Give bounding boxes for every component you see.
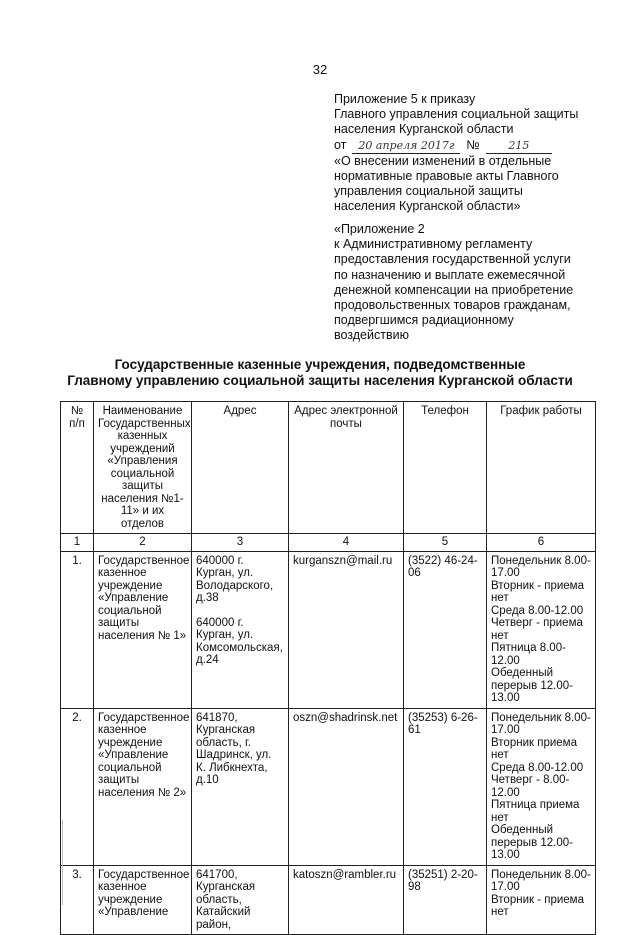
appendix-5-subject: нормативные правовые акты Главного [334, 168, 559, 183]
schedule-line: Вторник приема нет [491, 736, 577, 761]
column-number: 2 [94, 534, 192, 552]
schedule-line: Четверг - 8.00-12.00 [491, 774, 570, 799]
schedule-line: Пятница 8.00-12.00 [491, 642, 566, 667]
phone-cell: (35253) 6-26-61 [404, 708, 487, 865]
institution-name: Государственное казенное учреждение «Управление [94, 865, 192, 935]
appendix-2-line: подвергшимся радиационному [334, 313, 514, 328]
schedule-line: Обеденный перерыв 12.00-13.00 [491, 824, 573, 861]
appendix-2-line: «Приложение 2 [334, 222, 425, 236]
number-label: № [466, 137, 480, 152]
handwritten-date: 20 апреля 2017г [352, 139, 460, 154]
column-number: 3 [192, 534, 289, 552]
schedule-line: Среда 8.00-12.00 [491, 604, 584, 617]
schedule-line: Пятница приема нет [491, 799, 580, 824]
table-row [61, 865, 596, 935]
schedule-line: Понедельник 8.00-17.00 [491, 868, 591, 893]
schedule-cell [487, 708, 596, 865]
table-header-row [61, 402, 596, 534]
column-number: 4 [289, 534, 404, 552]
appendix-2-line: воздействию [334, 328, 409, 343]
column-number-row [61, 534, 596, 552]
appendix-2-line: продовольственных товаров гражданам, [334, 298, 571, 313]
phone-cell: (3522) 46-24-06 [404, 551, 487, 708]
document-title [0, 357, 640, 389]
institution-name: Государственное казенное учреждение «Управление социальной защиты населения № 2» [94, 708, 192, 865]
appendix-5-line: населения Курганской области [334, 122, 514, 137]
column-number: 1 [61, 534, 94, 552]
appendix-5-line: Главного управления социальной защиты [334, 107, 579, 122]
row-number: 2. [61, 708, 94, 865]
appendix-2-block [334, 222, 624, 344]
schedule-line: Вторник - приема нет [491, 893, 584, 918]
appendix-5-subject: управления социальной защиты [334, 184, 523, 199]
header-cell-email: Адрес электронной почты [289, 402, 404, 534]
address-cell: 641870, Курганская область, г. Шадринск, ул. К. Либкнехта, д.10 [192, 708, 289, 865]
page-number: 32 [312, 62, 328, 77]
schedule-line: Понедельник 8.00-17.00 [491, 554, 591, 579]
schedule-cell [487, 551, 596, 708]
address-line: 640000 г. Курган, ул. Володарского, д.38 [196, 554, 274, 604]
address-line: 640000 г. Курган, ул. Комсомольская, д.24 [196, 616, 283, 666]
title-line: Государственные казенные учреждения, подведомственные [114, 357, 526, 372]
appendix-2-line: по назначению и выплате ежемесячной [334, 267, 566, 282]
appendix-5-subject: «О внесении изменений в отдельные [334, 153, 552, 168]
from-label: от [334, 137, 347, 152]
header-cell-phone: Телефон [404, 402, 487, 534]
address-cell [192, 551, 289, 708]
institution-name: Государственное казенное учреждение «Управление социальной защиты населения № 1» [94, 551, 192, 708]
row-number: 3. [61, 865, 94, 935]
email-cell: katoszn@rambler.ru [289, 865, 404, 935]
header-cell-schedule: График работы [487, 402, 596, 534]
appendix-2-line: к Административному регламенту [334, 237, 533, 252]
row-number: 1. [61, 551, 94, 708]
schedule-line: Четверг - приема нет [491, 617, 583, 642]
email-cell: kurganszn@mail.ru [289, 551, 404, 708]
handwritten-number: 215 [486, 139, 552, 154]
schedule-cell [487, 865, 596, 935]
order-date-number-line [334, 138, 624, 154]
phone-cell: (35251) 2-20-98 [404, 865, 487, 935]
column-number: 5 [404, 534, 487, 552]
schedule-line: Среда 8.00-12.00 [491, 761, 584, 774]
table-row [61, 708, 596, 865]
institutions-table [60, 401, 596, 935]
table-row [61, 551, 596, 708]
schedule-line: Понедельник 8.00-17.00 [491, 711, 591, 736]
appendix-5-subject: населения Курганской области» [334, 199, 521, 214]
title-line: Главному управлению социальной защиты населения Курганской области [67, 373, 573, 388]
address-cell: 641700, Курганская область, Катайский район, [192, 865, 289, 935]
column-number: 6 [487, 534, 596, 552]
header-cell-number: № п/п [61, 402, 94, 534]
email-cell: oszn@shadrinsk.net [289, 708, 404, 865]
header-cell-address: Адрес [192, 402, 289, 534]
appendix-2-line: денежной компенсации на приобретение [334, 282, 574, 297]
appendix-5-line: Приложение 5 к приказу [334, 92, 476, 106]
header-cell-name: Наименование Государственных казенных учреждений «Управления социальной защиты населения №1-11» и их отделов [94, 402, 192, 534]
schedule-line: Обеденный перерыв 12.00-13.00 [491, 667, 573, 704]
scan-artifact-line [62, 820, 63, 905]
schedule-line: Вторник - приема нет [491, 579, 584, 604]
appendix-5-block [334, 92, 624, 214]
appendix-2-line: предоставления государственной услуги [334, 252, 571, 267]
